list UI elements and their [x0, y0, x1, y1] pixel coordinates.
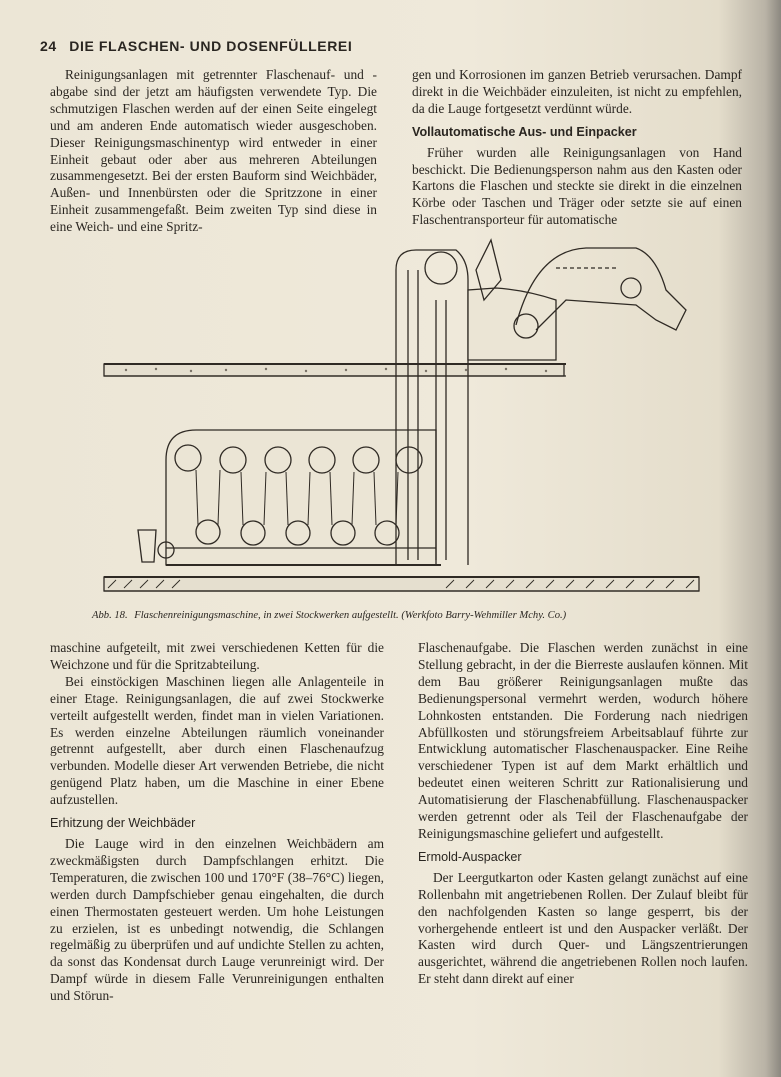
- figure-caption: [92, 610, 712, 621]
- page-number: 24: [40, 38, 57, 54]
- paragraph: Bei einstöckigen Maschinen liegen alle Anlagenteile in einer Etage. Reinigungsanlagen, die auf zwei Stockwerke verteilt aufgestellt werden, findet man in vielen Variationen. Es werden einzelne Abteilungen räumlich voneinander getrennt aufgestellt, aber durch einen Flaschenaufzug verbunden. Modelle dieser Art verwenden Betriebe, die nicht genügend Platz haben, um die Maschine in einer Ebene aufzustellen.: [50, 673, 384, 808]
- paragraph-continuation: maschine aufgeteilt, mit zwei verschiedenen Ketten für die Weichzone und für die Spritzabteilung.: [50, 640, 384, 672]
- machine-illustration: [96, 230, 706, 610]
- caption-text: Flaschenreinigungsmaschine, in zwei Stockwerken aufgestellt. (Werkfoto Barry-Wehmiller Mchy. Co.): [134, 610, 567, 621]
- running-title: DIE FLASCHEN- UND DOSENFÜLLEREI: [69, 38, 353, 54]
- column-top-right: [412, 67, 742, 229]
- caption-label: Abb. 18.: [92, 610, 128, 621]
- paragraph-continuation: Flaschenaufgabe. Die Flaschen werden zunächst in eine Stellung gebracht, in der die Bierreste auslaufen können. Mit dem Bau größerer Reinigungsanlagen mußte das Bedienungspersonal vermehrt werden, wodurch höhere Lohnkosten entstanden. Die Forderung nach niedrigen Abfüllkosten und störungsfreiem Arbeitsablauf führte zur Entwicklung automatischer Flaschenauspacker. Eine Reihe verschiedener Typen ist auf dem Markt erhältlich und bedeutet einen weiteren Schritt zur Rationalisierung und Automatisierung der Flaschenabfüllung. Flaschenauspacker werden getrennt oder als Teil der Flaschenaufgabe der Reinigungsmaschine geliefert und aufgestellt.: [418, 640, 748, 841]
- section-heading: Erhitzung der Weichbäder: [50, 816, 196, 831]
- paragraph: Die Lauge wird in den einzelnen Weichbädern am zweckmäßigsten durch Dampfschlangen erhitzt. Die Temperaturen, die zwischen 100 und 170°F (38–76°C) liegen, werden durch Dampfschieber genau eingehalten, die durch einen Thermostaten gesteuert werden. Um hohe Leistungen zu erzielen, ist es unbedingt notwendig, die Schlangen regelmäßig zu überprüfen und auf undichte Stellen zu achten, da sonst das Kondensat durch Lauge verunreinigt wird. Der Dampf würde in diesem Falle Verunreinigungen enthalten und Störun-: [50, 835, 384, 1004]
- upper-spray-section: [468, 240, 556, 360]
- paragraph-continuation: gen und Korrosionen im ganzen Betrieb verursachen. Dampf direkt in die Weichbäder einzuleiten, ist nicht zu empfehlen, da die Lauge fortgesetzt verdünnt würde.: [412, 67, 742, 116]
- section-heading: Ermold-Auspacker: [418, 849, 522, 864]
- paragraph: Früher wurden alle Reinigungsanlagen von Hand beschickt. Die Bedienungsperson nahm aus den Kasten oder Kartons die Flaschen und steckte sie direkt in die einzelnen Körbe oder Taschen und Träger oder setzte sie auf einen Flaschentransporteur für automatische: [412, 144, 742, 228]
- lower-floor-slab: [104, 577, 699, 591]
- upper-floor-slab: [104, 364, 566, 376]
- section-heading: Vollautomatische Aus- und Einpacker: [412, 124, 637, 139]
- column-top-left: [50, 67, 377, 236]
- column-bottom-left: [50, 640, 384, 1005]
- paragraph: Reinigungsanlagen mit getrennter Flaschenauf- und -abgabe sind der jetzt am häufigsten verwendete Typ. Die schmutzigen Flaschen werden auf der einen Seite eingelegt und am anderen Ende automatisch wieder ausgeschoben. Dieser Reinigungsmaschinentyp wird entweder in einer Einheit gebaut oder aber aus mehreren Abteilungen zusammengesetzt. Bei der ersten Bauform sind Weichbäder, Außen- und Innenbürsten oder die Spritzzone in einer Einheit zusammengefaßt. Beim zweiten Typ sind diese in eine Weich- und eine Spritz-: [50, 67, 377, 235]
- paragraph: Der Leergutkarton oder Kasten gelangt zunächst auf eine Rollenbahn mit angetriebenen Rollen. Der Zulauf bleibt für den nachfolgenden Kasten so lange gesperrt, bis der vorhergehende entleert ist und den Auspacker verläßt. Der Kasten wird durch Quer- und Längszentrierungen ausgerichtet, während die angetriebenen Rollen noch laufen. Er steht dann direkt auf einer: [418, 869, 748, 987]
- page-header: [40, 38, 740, 54]
- column-bottom-right: [418, 640, 748, 988]
